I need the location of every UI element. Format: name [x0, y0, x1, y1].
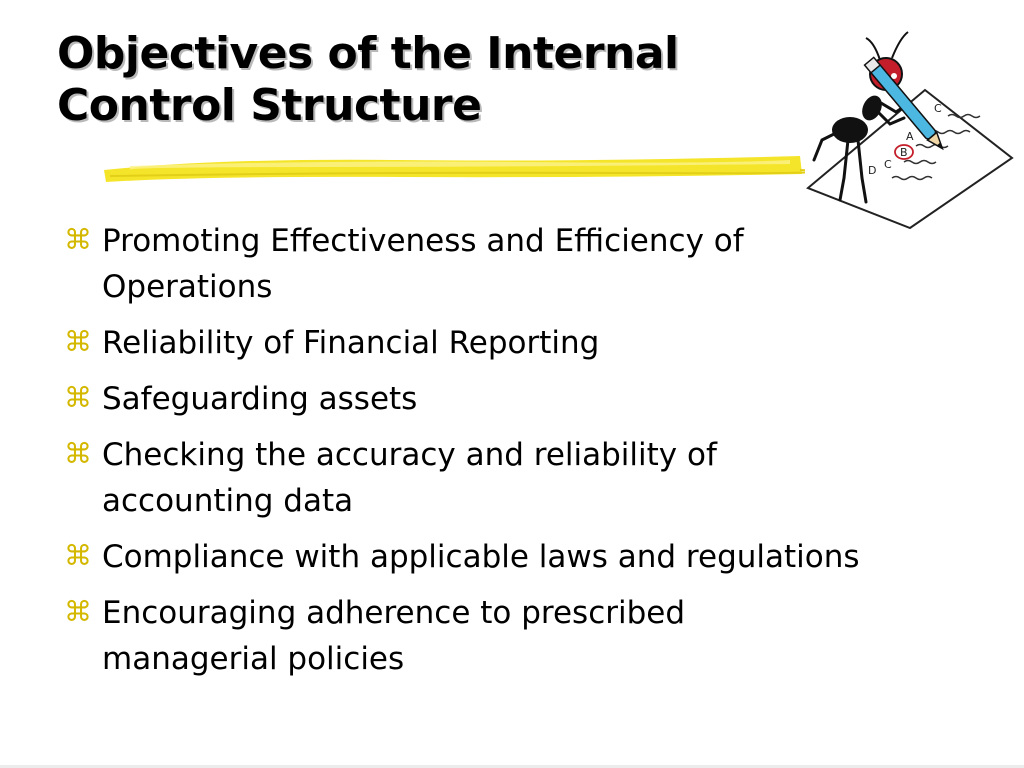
bullet-text-line: managerial policies — [102, 641, 405, 677]
bullet-text-line: Operations — [102, 269, 273, 305]
paper-letter-c: C — [934, 102, 942, 115]
list-item — [64, 432, 994, 524]
title-underline-brushstroke — [100, 150, 805, 186]
command-key-icon: ⌘ — [64, 223, 92, 256]
bullet-text-line: accounting data — [102, 483, 354, 519]
bullet-text-line: Reliability of Financial Reporting — [102, 325, 600, 361]
list-item — [64, 590, 994, 682]
list-item — [64, 320, 994, 366]
ant-grading-paper-illustration — [800, 28, 1015, 233]
objectives-list — [64, 218, 994, 692]
bullet-text-line: Encouraging adherence to prescribed — [102, 595, 686, 631]
bullet-text-line: Checking the accuracy and reliability of — [102, 437, 717, 473]
list-item — [64, 218, 994, 310]
command-key-icon: ⌘ — [64, 381, 92, 414]
slide-title-line-2: Control Structure — [57, 80, 482, 131]
ant-antennae — [866, 32, 908, 60]
command-key-icon: ⌘ — [64, 539, 92, 572]
slide-title-line-1: Objectives of the Internal — [57, 28, 679, 79]
paper-letter-d: D — [868, 164, 877, 177]
command-key-icon: ⌘ — [64, 595, 92, 628]
paper-letter-b: B — [900, 146, 908, 159]
bullet-text-line: Compliance with applicable laws and regulations — [102, 539, 860, 575]
paper-letter-c2: C — [884, 158, 892, 171]
paper-letter-a: A — [906, 130, 914, 143]
slide-title — [57, 28, 817, 132]
bullet-text-line: Promoting Effectiveness and Efficiency of — [102, 223, 744, 259]
list-item — [64, 534, 994, 580]
bullet-text-line: Safeguarding assets — [102, 381, 418, 417]
list-item — [64, 376, 994, 422]
ant-abdomen — [832, 117, 868, 143]
command-key-icon: ⌘ — [64, 325, 92, 358]
command-key-icon: ⌘ — [64, 437, 92, 470]
brushstroke-main — [104, 156, 802, 182]
